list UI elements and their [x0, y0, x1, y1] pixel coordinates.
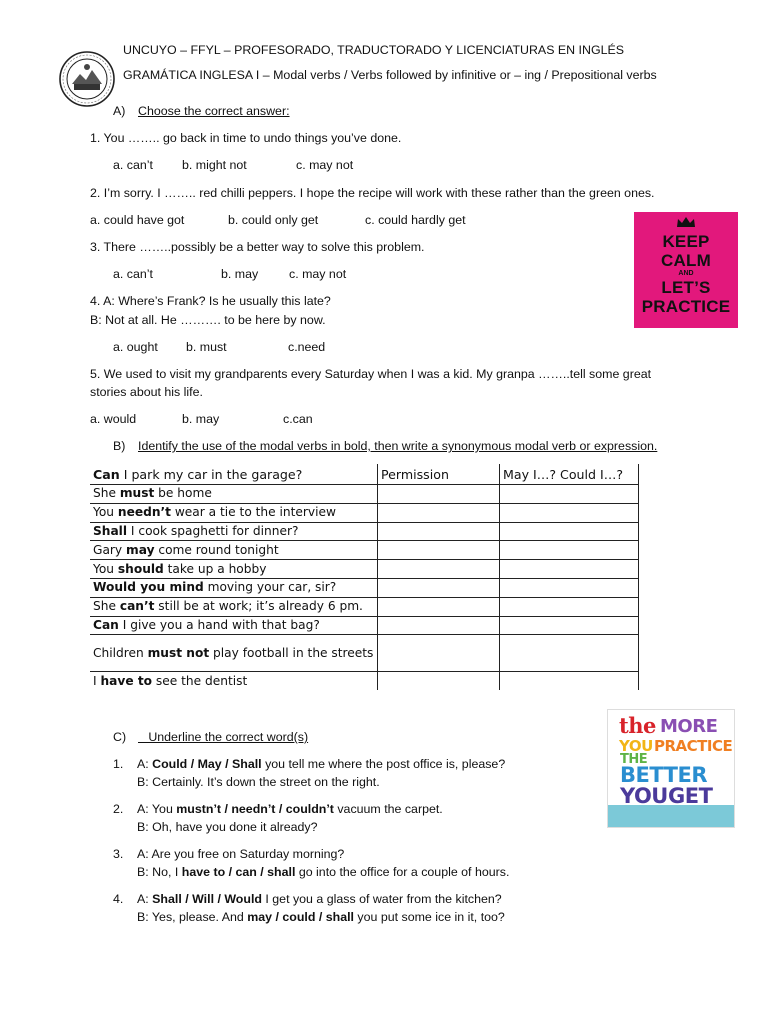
synonym-cell[interactable] [500, 597, 639, 616]
modal-verb-bold: may [126, 542, 155, 557]
q5-option-a: a. would [90, 412, 137, 426]
q4-option-a: a. ought [113, 340, 158, 354]
sentence-text: Gary [93, 542, 127, 557]
sentence-text: I park my car in the garage? [119, 466, 303, 482]
q3-option-a: a. can’t [113, 267, 153, 281]
header-line-1: UNCUYO – FFYL – PROFESORADO, TRADUCTORADO Y LICENCIATURAS EN INGLÉS [123, 43, 625, 57]
sentence-text: still be at work; it’s already 6 pm. [154, 599, 363, 614]
table-row [90, 635, 639, 672]
sentence-text: I cook spaghetti for dinner? [127, 523, 299, 538]
c-item-1-a: A: Could / May / Shall you tell me where the post office is, please? [137, 757, 506, 771]
synonym-cell[interactable] [500, 503, 639, 522]
q2-option-a: a. could have got [90, 213, 185, 227]
sentence-text: come round tonight [154, 542, 279, 557]
synonym-cell[interactable] [500, 616, 639, 635]
table-row [90, 578, 639, 597]
sentence-cell [90, 464, 378, 485]
q5-option-b: b. may [182, 412, 220, 426]
sentence-text: take up a hobby [163, 561, 267, 576]
sentence-cell [90, 672, 378, 690]
sentence-text: You [93, 505, 118, 520]
modal-verb-bold: Shall [93, 523, 128, 538]
table-row [90, 597, 639, 616]
c-item-3-b: B: No, I have to / can / shall go into the office for a couple of hours. [137, 865, 510, 879]
header-line-2: GRAMÁTICA INGLESA I – Modal verbs / Verbs followed by infinitive or – ing / Prepositional verbs [123, 68, 657, 82]
table-row [90, 541, 639, 560]
use-cell[interactable] [378, 635, 500, 672]
use-cell[interactable] [378, 485, 500, 504]
sentence-cell [90, 597, 378, 616]
poster-word-more: MORE [660, 716, 718, 737]
use-cell[interactable] [378, 616, 500, 635]
modal-verb-bold: have to [100, 673, 153, 688]
q5-option-c: c.can [283, 412, 313, 426]
synonym-cell[interactable] [500, 672, 639, 690]
modal-verb-bold: must [119, 486, 155, 501]
poster-word-the2: THE [620, 752, 648, 767]
use-cell[interactable] [378, 522, 500, 541]
c-item-1-number: 1. [113, 757, 124, 771]
modal-verb-bold: Can [93, 617, 119, 632]
use-cell[interactable] [378, 578, 500, 597]
q3-stem: 3. There ……..possibly be a better way to solve this problem. [90, 240, 425, 254]
crown-icon [675, 215, 697, 229]
sentence-text: see the dentist [152, 673, 248, 688]
q4-stem-b: B: Not at all. He ………. to be here by now. [90, 313, 326, 327]
c-item-4-a: A: Shall / Will / Would I get you a glass of water from the kitchen? [137, 892, 502, 906]
section-b-marker: B) [113, 439, 126, 453]
synonym-cell[interactable] [500, 635, 639, 672]
sentence-text: I [93, 673, 101, 688]
sentence-cell [90, 541, 378, 560]
section-c-marker: C) [113, 730, 127, 744]
sentence-text: play football in the streets [209, 645, 374, 660]
section-a-marker: A) [113, 104, 126, 118]
c-item-2-a: A: You mustn’t / needn’t / couldn’t vacuum the carpet. [137, 802, 443, 816]
poster-calm: CALM [661, 251, 711, 270]
poster-lets: LET’S [661, 278, 711, 297]
practice-poster [607, 709, 735, 828]
modal-verb-bold: Would you mind [93, 580, 204, 595]
q1-option-b: b. might not [182, 158, 247, 172]
c-item-2-number: 2. [113, 802, 124, 816]
poster-wave [608, 805, 734, 827]
sentence-cell [90, 485, 378, 504]
use-cell[interactable]: Permission [378, 464, 500, 485]
table-row [90, 485, 639, 504]
modal-verb-bold: Can [93, 466, 120, 482]
synonym-cell[interactable] [500, 560, 639, 579]
sentence-cell [90, 635, 378, 672]
section-a-title: Choose the correct answer: [138, 104, 290, 118]
c-item-2-b: B: Oh, have you done it already? [137, 820, 318, 834]
sentence-cell [90, 578, 378, 597]
poster-practice: PRACTICE [641, 297, 731, 316]
q1-option-c: c. may not [296, 158, 354, 172]
q2-option-b: b. could only get [228, 213, 319, 227]
q5-stem-b: stories about his life. [90, 385, 203, 399]
table-row [90, 616, 639, 635]
synonym-cell[interactable] [500, 578, 639, 597]
q2-option-c: c. could hardly get [365, 213, 466, 227]
poster-word-you: YOU [619, 737, 653, 755]
c-item-1-b: B: Certainly. It’s down the street on the right. [137, 775, 380, 789]
q3-option-c: c. may not [289, 267, 347, 281]
sentence-text: I give you a hand with that bag? [118, 617, 320, 632]
c-item-4-number: 4. [113, 892, 124, 906]
synonym-cell[interactable] [500, 522, 639, 541]
university-seal [58, 50, 116, 108]
modal-verb-bold: must not [147, 645, 210, 660]
sentence-text: You [93, 561, 118, 576]
sentence-text: moving your car, sir? [203, 580, 337, 595]
poster-word-get: GET [668, 784, 713, 808]
q3-option-b: b. may [221, 267, 259, 281]
table-row [90, 464, 639, 485]
poster-and: AND [678, 270, 694, 277]
q4-option-c: c.need [288, 340, 326, 354]
sentence-cell [90, 503, 378, 522]
q4-option-b: b. must [186, 340, 227, 354]
sentence-cell [90, 522, 378, 541]
sentence-text: Children [93, 645, 148, 660]
table-row [90, 560, 639, 579]
use-cell[interactable] [378, 541, 500, 560]
synonym-cell[interactable] [500, 541, 639, 560]
q1-stem: 1. You …….. go back in time to undo things you’ve done. [90, 131, 402, 145]
use-cell[interactable] [378, 560, 500, 579]
sentence-text: She [93, 599, 120, 614]
synonym-cell[interactable]: May I…? Could I…? [500, 464, 639, 485]
q5-stem-a: 5. We used to visit my grandparents every Saturday when I was a kid. My granpa ……..tell some great [90, 367, 652, 381]
poster-word-better: BETTER [620, 763, 707, 787]
section-c-title: Underline the correct word(s) [138, 730, 309, 744]
use-cell[interactable] [378, 597, 500, 616]
modal-verb-bold: can’t [119, 599, 155, 614]
modal-verbs-table [90, 464, 639, 690]
modal-verb-bold: should [117, 561, 164, 576]
poster-keep: KEEP [662, 232, 710, 251]
q4-stem-a: 4. A: Where’s Frank? Is he usually this late? [90, 294, 331, 308]
sentence-text: wear a tie to the interview [170, 505, 336, 520]
keep-calm-poster [634, 212, 738, 328]
table-row [90, 672, 639, 690]
sentence-text: be home [154, 486, 212, 501]
synonym-cell[interactable] [500, 485, 639, 504]
sentence-cell [90, 560, 378, 579]
poster-word-you2: YOU [620, 784, 668, 808]
sentence-cell [90, 616, 378, 635]
use-cell[interactable] [378, 672, 500, 690]
sentence-text: She [93, 486, 120, 501]
modal-verb-bold: needn’t [117, 505, 171, 520]
table-row [90, 503, 639, 522]
poster-word-practice: PRACTICE [654, 737, 733, 755]
c-item-3-number: 3. [113, 847, 124, 861]
use-cell[interactable] [378, 503, 500, 522]
table-row [90, 522, 639, 541]
c-item-4-b: B: Yes, please. And may / could / shall you put some ice in it, too? [137, 910, 505, 924]
section-b-title: Identify the use of the modal verbs in bold, then write a synonymous modal verb or expression. [138, 439, 658, 453]
poster-word-the: the [619, 713, 656, 738]
c-item-3-a: A: Are you free on Saturday morning? [137, 847, 345, 861]
q1-option-a: a. can’t [113, 158, 153, 172]
q2-stem: 2. I’m sorry. I …….. red chilli peppers. I hope the recipe will work with these rather than the green ones. [90, 186, 655, 200]
